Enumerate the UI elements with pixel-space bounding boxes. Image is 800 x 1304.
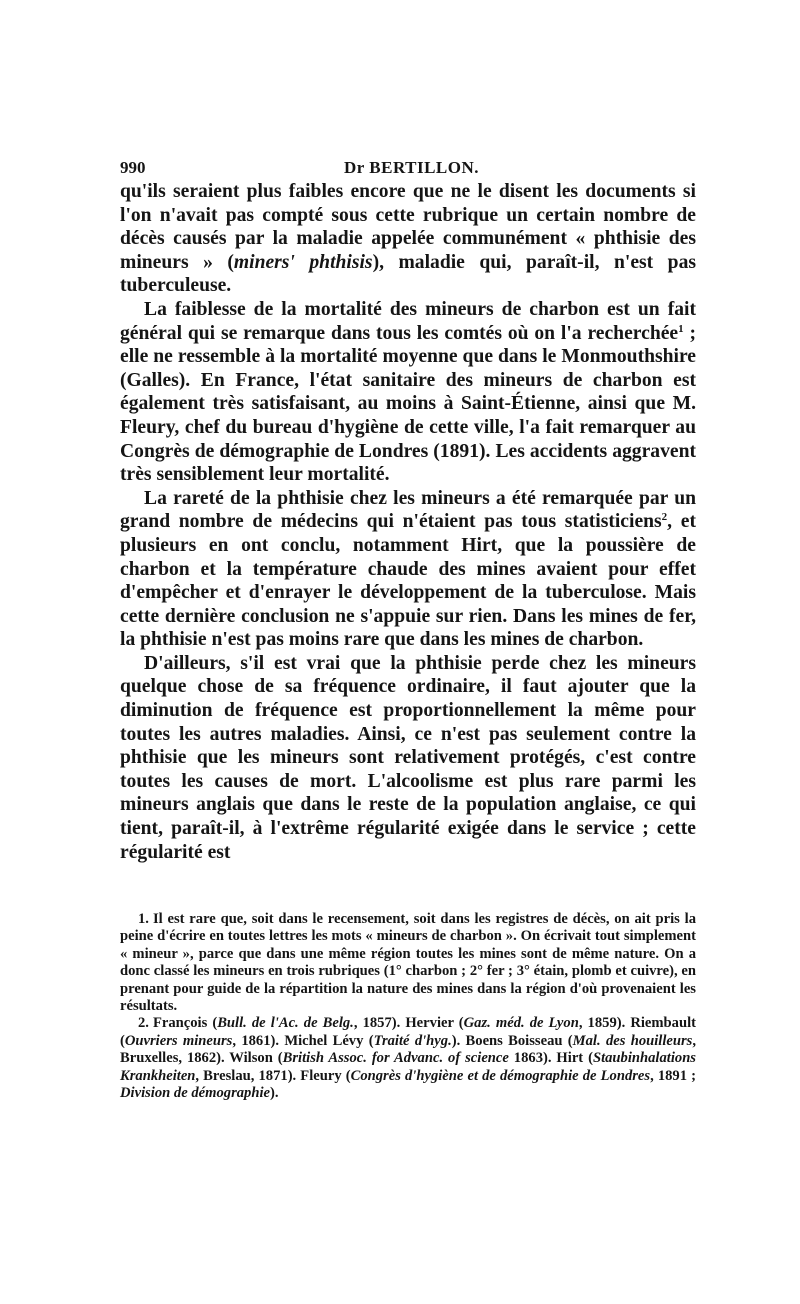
paragraph-1 — [120, 180, 696, 298]
text-run: , 1891 ; — [650, 1067, 696, 1084]
text-run: ), maladie qui, paraît-il, n'est pas tuberculeuse. — [120, 251, 696, 297]
text-run: , et plusieurs en ont conclu, notamment Hirt, que la poussière de charbon et la température chaude des mines avaient pour effet d'empêcher et d'enrayer le développement de la tuberculose. Mais cette dernière conclusion ne s'appuie sur rien. Dans les mines de fer, la phthisie n'est pas moins rare que dans les mines de charbon. — [120, 511, 696, 651]
paragraph-3 — [120, 487, 696, 652]
paragraph-4 — [120, 652, 696, 864]
body-text — [120, 180, 696, 864]
running-title: Dr BERTILLON. — [344, 158, 480, 177]
text-run: ). Boens Boisseau ( — [451, 1032, 573, 1049]
running-header — [120, 152, 696, 180]
italic-text: Bull. de l'Ac. de Belg. — [217, 1015, 354, 1032]
footnote-number: 2. — [138, 1015, 149, 1032]
text-run: , Breslau, 1871). Fleury ( — [195, 1067, 351, 1084]
text-run: , 1859). Riembault ( — [120, 1015, 696, 1049]
text-run: , 1857). Hervier ( — [353, 1015, 464, 1032]
text-run: Il est rare que, soit dans le recensement, soit dans les registres de décès, on ait pris la peine d'écrire en toutes lettres les mots « mineurs de charbon ». On écrivait tout simplement « mineur », parce que dans une même région toutes les mines sont de même nature. On a donc classé les mineurs en trois rubriques (1° charbon ; 2° fer ; 3° étain, plomb et cuivre), en prenant pour guide de la répartition la nature des mines dans la région d'où provenaient les résultats. — [120, 911, 696, 1015]
italic-text: Gaz. méd. de Lyon — [463, 1015, 579, 1032]
footnote-ref: 1 — [678, 322, 684, 335]
italic-text: Congrès d'hygiène et de démographie de Londres — [350, 1067, 651, 1084]
footnotes — [120, 911, 696, 1102]
italic-text: Traité d'hyg. — [373, 1032, 452, 1049]
italic-text: Division de démographie — [120, 1085, 270, 1102]
page-number: 990 — [120, 158, 146, 177]
text-run: , 1861). Michel Lévy ( — [232, 1032, 374, 1049]
footnote-1 — [120, 911, 696, 1015]
text-run: La faiblesse de la mortalité des mineurs de charbon est un fait général qui se remarque dans tous les comtés où on l'a recherchée — [120, 298, 696, 344]
text-run: La rareté de la phthisie chez les mineurs a été remarquée par un grand nombre de médecins qui n'étaient pas tous statisticiens — [120, 487, 696, 533]
italic-text: British Assoc. for Advanc. of science — [282, 1050, 509, 1067]
text-run: qu'ils seraient plus faibles encore que ne le disent les documents si l'on n'avait pas compté sous cette rubrique un certain nombre de décès causés par la maladie appelée communément « phthisie des mineurs » ( — [120, 181, 696, 273]
italic-text: Staubinhalations Krankheiten — [120, 1050, 696, 1084]
italic-text: miners' phthisis — [233, 251, 373, 273]
text-run: 1863). Hirt ( — [508, 1050, 593, 1067]
paragraph-2 — [120, 298, 696, 487]
italic-text: Mal. des houilleurs — [572, 1032, 693, 1049]
text-run: François ( — [152, 1015, 218, 1032]
footnote-ref: 2 — [661, 511, 668, 524]
page — [120, 152, 696, 864]
italic-text: Ouvriers mineurs — [124, 1032, 233, 1049]
text-run: D'ailleurs, s'il est vrai que la phthisie perde chez les mineurs quelque chose de sa fréquence ordinaire, il faut ajouter que la diminution de fréquence est proportionnellement la même pour toutes les autres maladies. Ainsi, ce n'est pas seulement contre la phthisie que les mineurs sont relativement protégés, c'est contre toutes les causes de mort. L'alcoolisme est plus rare parmi les mineurs anglais que dans le reste de la population anglaise, ce qui tient, paraît-il, à l'extrême régularité exigée dans le service ; cette régularité est — [120, 652, 696, 863]
text-run: ). — [270, 1085, 279, 1102]
footnote-number: 1. — [138, 911, 149, 927]
text-run: ; elle ne ressemble à la mortalité moyenne que dans le Monmouthshire (Galles). En France, l'état sanitaire des mineurs de charbon est également très satisfaisant, au moins à Saint-Étienne, ainsi que M. Fleury, chef du bureau d'hygiène de cette ville, l'a fait remarquer au Congrès de démographie de Londres (1891). Les accidents aggravent très sensiblement leur mortalité. — [120, 322, 696, 486]
text-run: , Bruxelles, 1862). Wilson ( — [120, 1032, 697, 1067]
footnote-2 — [120, 1015, 696, 1102]
